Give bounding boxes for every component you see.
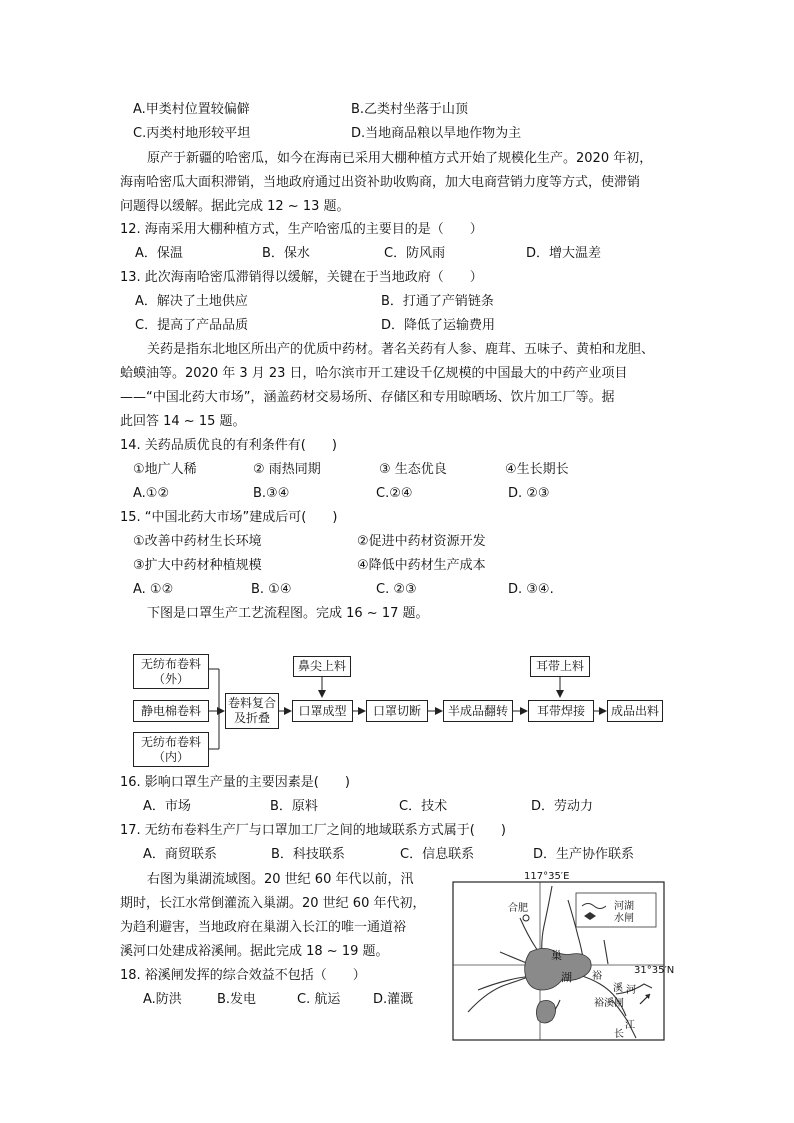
passage1-line: 原产于新疆的哈密瓜，如今在海南已采用大棚种植方式开始了规模化生产。2020 年初，: [147, 151, 653, 166]
q17-option-c: C．信息联系: [400, 847, 475, 862]
passage3-line: 溪河口处建成裕溪闸。据此完成 18 ~ 19 题。: [120, 944, 389, 959]
q14-option-a: A.①②: [133, 486, 170, 501]
q13-option-d: D．降低了运输费用: [381, 318, 496, 333]
map-yangtze-label: 江: [625, 1020, 635, 1031]
map-lake-label: 巢: [551, 949, 562, 962]
flow-label: 耳带焊接: [536, 703, 585, 718]
q15-item: ①改善中药材生长环境: [133, 534, 262, 549]
q14-item: ①地广人稀: [133, 462, 197, 477]
passage2-line: 此回答 14 ~ 15 题。: [120, 414, 246, 429]
q15-item: ②促进中药材资源开发: [357, 534, 486, 549]
map-longitude-label: 117°35′E: [524, 871, 570, 882]
q13-option-b: B．打通了产销链条: [381, 294, 494, 309]
q16-option-b: B．原料: [270, 799, 318, 814]
map-hefei-label: 合肥: [508, 903, 528, 914]
flow-label: 鼻尖上料: [297, 659, 346, 673]
flow-label: 静电棉卷料: [140, 703, 201, 718]
q11-option-c: C.丙类村地形较平坦: [133, 126, 251, 141]
q17-option-a: A．商贸联系: [143, 847, 217, 862]
q18-option-a: A.防洪: [143, 992, 182, 1007]
passage1-line: 海南哈密瓜大面积滞销，当地政府通过出资补助收购商，加大电商营销力度等方式，使滞销: [120, 175, 641, 190]
passage3-line: 为趋利避害，当地政府在巢湖入长江的唯一通道裕: [120, 920, 407, 935]
passage2-line: ——“中国北药大市场”，涵盖药材交易场所、存储区和专用晾晒场、饮片加工厂等。据: [120, 390, 615, 405]
map-lake-label: 湖: [561, 971, 572, 984]
q11-option-d: D.当地商品粮以旱地作物为主: [351, 126, 522, 141]
q17-stem: 17. 无纺布卷料生产厂与口罩加工厂之间的地域联系方式属于( ): [120, 823, 506, 838]
map-latitude-label: 31°35′N: [634, 965, 675, 976]
q14-item: ② 雨热同期: [253, 462, 321, 477]
flow-label: 口罩成型: [298, 703, 347, 718]
q15-item: ③扩大中药材种植规模: [133, 558, 262, 573]
passage2-line: 蛤蟆油等。2020 年 3 月 23 日，哈尔滨市开工建设千亿规模的中国最大的中药产业项目: [120, 366, 628, 381]
flow-intro: 下图是口罩生产工艺流程图。完成 16 ~ 17 题。: [147, 606, 429, 621]
q17-option-b: B．科技联系: [271, 847, 345, 862]
q12-option-c: C．防风雨: [384, 246, 446, 261]
q15-option-b: B. ①④: [251, 582, 292, 597]
flow-label: 耳带上料: [535, 659, 584, 673]
q18-option-d: D.灌溉: [373, 992, 414, 1007]
map-yuxi-label: 河: [626, 985, 636, 996]
q18-option-b: B.发电: [217, 992, 257, 1007]
q12-option-d: D．增大温差: [526, 246, 602, 261]
q16-option-d: D．劳动力: [531, 799, 594, 814]
q14-stem: 14. 关药品质优良的有利条件有( ): [120, 438, 337, 453]
q16-stem: 16. 影响口罩生产量的主要因素是( ): [120, 775, 350, 790]
q11-option-a: A.甲类村位置较偏僻: [133, 102, 250, 117]
passage3-line: 期时，长江水常倒灌流入巢湖。20 世纪 60 年代初，: [120, 896, 426, 911]
q12-stem: 12. 海南采用大棚种植方式，生产哈密瓜的主要目的是（ ）: [120, 222, 483, 237]
q14-option-d: D. ②③: [508, 486, 550, 501]
map-legend-gate: 水闸: [614, 913, 634, 924]
q18-stem: 18. 裕溪闸发挥的综合效益不包括（ ）: [120, 968, 366, 983]
q15-stem: 15. “中国北药大市场”建成后可( ): [120, 510, 338, 525]
q16-option-c: C．技术: [399, 799, 448, 814]
passage2-line: 关药是指东北地区所出产的优质中药材。著名关药有人参、鹿茸、五味子、黄柏和龙胆、: [147, 342, 655, 357]
passage1-line: 问题得以缓解。据此完成 12 ~ 13 题。: [120, 199, 350, 214]
q12-option-a: A．保温: [135, 246, 183, 261]
q15-option-a: A. ①②: [133, 582, 174, 597]
q14-option-c: C.②④: [376, 486, 413, 501]
q14-item: ③ 生态优良: [379, 462, 447, 477]
q18-option-c: C. 航运: [297, 992, 341, 1007]
q17-option-d: D．生产协作联系: [533, 847, 635, 862]
flow-label: 无纺布卷料: [140, 656, 201, 671]
passage3-line: 右图为巢湖流域图。20 世纪 60 年代以前，汛: [147, 872, 414, 887]
map-legend-river: 河湖: [614, 901, 634, 912]
flow-label: 半成品翻转: [447, 703, 508, 718]
flow-label: 成品出料: [610, 703, 659, 718]
q16-option-a: A．市场: [143, 799, 191, 814]
flow-label: 口罩切断: [372, 703, 421, 718]
q14-item: ④生长期长: [505, 462, 569, 477]
flow-label: 及折叠: [233, 711, 270, 725]
map-yuxi-label: 裕: [592, 971, 602, 982]
map-yuxi-label: 溪: [613, 983, 623, 994]
q14-option-b: B.③④: [253, 486, 290, 501]
flow-label: （内）: [152, 749, 189, 764]
q12-option-b: B．保水: [262, 246, 310, 261]
q11-option-b: B.乙类村坐落于山顶: [351, 102, 469, 117]
flow-label: 无纺布卷料: [140, 734, 201, 749]
q15-item: ④降低中药材生产成本: [357, 558, 486, 573]
flow-label: （外）: [152, 671, 189, 686]
q15-option-c: C. ②③: [376, 582, 417, 597]
map-yangtze-label: 长: [614, 1029, 624, 1040]
q15-option-d: D. ③④.: [508, 582, 554, 597]
q13-option-a: A．解决了土地供应: [135, 294, 248, 309]
q13-option-c: C．提高了产品品质: [135, 318, 249, 333]
q13-stem: 13. 此次海南哈密瓜滞销得以缓解，关键在于当地政府（ ）: [120, 270, 483, 285]
map-sluice-label: 裕溪闸: [594, 998, 624, 1009]
flow-label: 卷料复合: [227, 696, 276, 710]
